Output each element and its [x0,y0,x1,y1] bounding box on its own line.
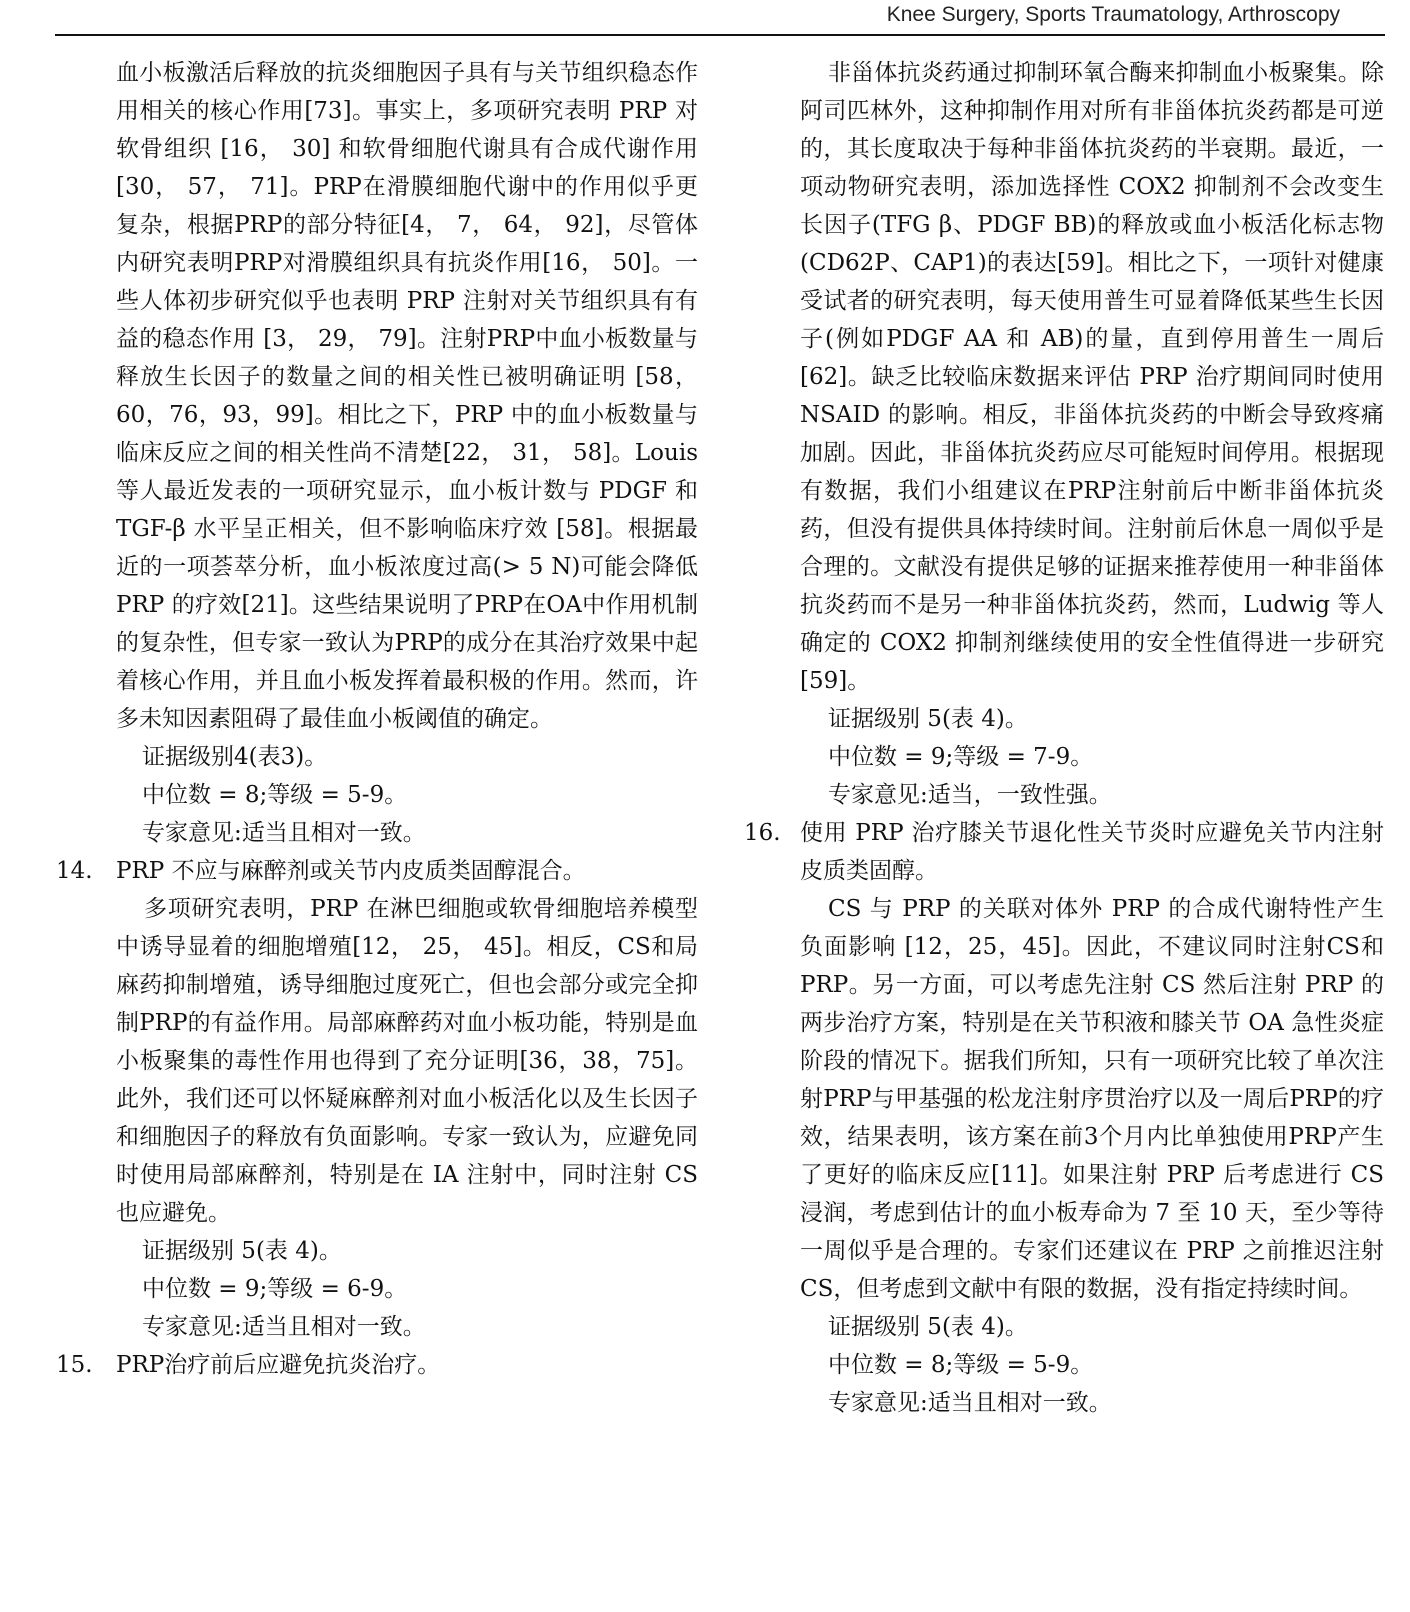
recommendation-14 [56,852,698,890]
paragraph-anesthetics: 多项研究表明，PRP 在淋巴细胞或软骨细胞培养模型中诱导显着的细胞增殖[12， 25， 45]。相反，CS和局麻药抑制增殖，诱导细胞过度死亡，但也会部分或完全抑制PRP的有益作用。局部麻醉药对血小板功能，特别是血小板聚集的毒性作用也得到了充分证明[36，38，75]。此外，我们还可以怀疑麻醉剂对血小板活化以及生长因子和细胞因子的释放有负面影响。专家一致认为，应避免同时使用局部麻醉剂，特别是在 IA 注射中，同时注射 CS 也应避免。 [116,896,698,1226]
evidence-level: 证据级别 5(表 4)。 [828,706,1028,732]
page-header [0,0,1410,36]
recommendation-text: PRP治疗前后应避免抗炎治疗。 [116,1352,441,1378]
recommendation-number: 14. [56,858,93,884]
header-rule [55,34,1385,36]
expert-opinion: 专家意见:适当且相对一致。 [142,1314,426,1340]
expert-opinion: 专家意见:适当且相对一致。 [828,1390,1112,1416]
expert-opinion: 专家意见:适当，一致性强。 [828,782,1112,808]
median-grade: 中位数 = 8;等级 = 5-9。 [142,782,408,808]
median-grade: 中位数 = 9;等级 = 7-9。 [828,744,1094,770]
right-column [744,54,1384,1422]
recommendation-number: 16. [744,820,781,846]
recommendation-15 [56,1346,698,1384]
recommendation-text: PRP 不应与麻醉剂或关节内皮质类固醇混合。 [116,858,586,884]
median-grade: 中位数 = 9;等级 = 6-9。 [142,1276,408,1302]
expert-opinion: 专家意见:适当且相对一致。 [142,820,426,846]
recommendation-text: 使用 PRP 治疗膝关节退化性关节炎时应避免关节内注射皮质类固醇。 [800,820,1384,884]
paragraph-corticosteroids: CS 与 PRP 的关联对体外 PRP 的合成代谢特性产生负面影响 [12，25，45]。因此，不建议同时注射CS和PRP。另一方面，可以考虑先注射 CS 然后注射 PRP 的两步治疗方案，特别是在关节积液和膝关节 OA 急性炎症阶段的情况下。据我们所知，只有一项研究比较了单次注射PRP与甲基强的松龙注射序贯治疗以及一周后PRP的疗效，结果表明，该方案在前3个月内比单独使用PRP产生了更好的临床反应[11]。如果注射 PRP 后考虑进行 CS 浸润，考虑到估计的血小板寿命为 7 至 10 天，至少等待一周似乎是合理的。专家们还建议在 PRP 之前推迟注射 CS，但考虑到文献中有限的数据，没有指定持续时间。 [800,896,1384,1302]
journal-title: Knee Surgery, Sports Traumatology, Arthroscopy [886,3,1340,26]
evidence-level: 证据级别 5(表 4)。 [142,1238,342,1264]
evidence-level: 证据级别4(表3)。 [142,744,328,770]
paragraph-nsaids: 非甾体抗炎药通过抑制环氧合酶来抑制血小板聚集。除阿司匹林外，这种抑制作用对所有非甾体抗炎药都是可逆的，其长度取决于每种非甾体抗炎药的半衰期。最近，一项动物研究表明，添加选择性 COX2 抑制剂不会改变生长因子(TFG β、PDGF BB)的释放或血小板活化标志物(CD62P、CAP1)的表达[59]。相比之下，一项针对健康受试者的研究表明，每天使用普生可显着降低某些生长因子(例如PDGF AA 和 AB)的量，直到停用普生一周后[62]。缺乏比较临床数据来评估 PRP 治疗期间同时使用 NSAID 的影响。相反，非甾体抗炎药的中断会导致疼痛加剧。因此，非甾体抗炎药应尽可能短时间停用。根据现有数据，我们小组建议在PRP注射前后中断非甾体抗炎药，但没有提供具体持续时间。注射前后休息一周似乎是合理的。文献没有提供足够的证据来推荐使用一种非甾体抗炎药而不是另一种非甾体抗炎药，然而，Ludwig 等人确定的 COX2 抑制剂继续使用的安全性值得进一步研究[59]。 [800,60,1384,694]
left-column [56,54,698,1384]
recommendation-number: 15. [56,1352,93,1378]
recommendation-16 [744,814,1384,890]
paragraph-platelet-role: 血小板激活后释放的抗炎细胞因子具有与关节组织稳态作用相关的核心作用[73]。事实上，多项研究表明 PRP 对软骨组织 [16， 30] 和软骨细胞代谢具有合成代谢作用 [30， 57， 71]。PRP在滑膜细胞代谢中的作用似乎更复杂，根据PRP的部分特征[4， 7， 64， 92]，尽管体内研究表明PRP对滑膜组织具有抗炎作用[16， 50]。一些人体初步研究似乎也表明 PRP 注射对关节组织具有有益的稳态作用 [3， 29， 79]。注射PRP中血小板数量与释放生长因子的数量之间的相关性已被明确证明 [58，60，76，93，99]。相比之下，PRP 中的血小板数量与临床反应之间的相关性尚不清楚[22， 31， 58]。Louis 等人最近发表的一项研究显示，血小板计数与 PDGF 和 TGF-β 水平呈正相关，但不影响临床疗效 [58]。根据最近的一项荟萃分析，血小板浓度过高(> 5 N)可能会降低 PRP 的疗效[21]。这些结果说明了PRP在OA中作用机制的复杂性，但专家一致认为PRP的成分在其治疗效果中起着核心作用，并且血小板发挥着最积极的作用。然而，许多未知因素阻碍了最佳血小板阈值的确定。 [116,60,698,732]
median-grade: 中位数 = 8;等级 = 5-9。 [828,1352,1094,1378]
evidence-level: 证据级别 5(表 4)。 [828,1314,1028,1340]
